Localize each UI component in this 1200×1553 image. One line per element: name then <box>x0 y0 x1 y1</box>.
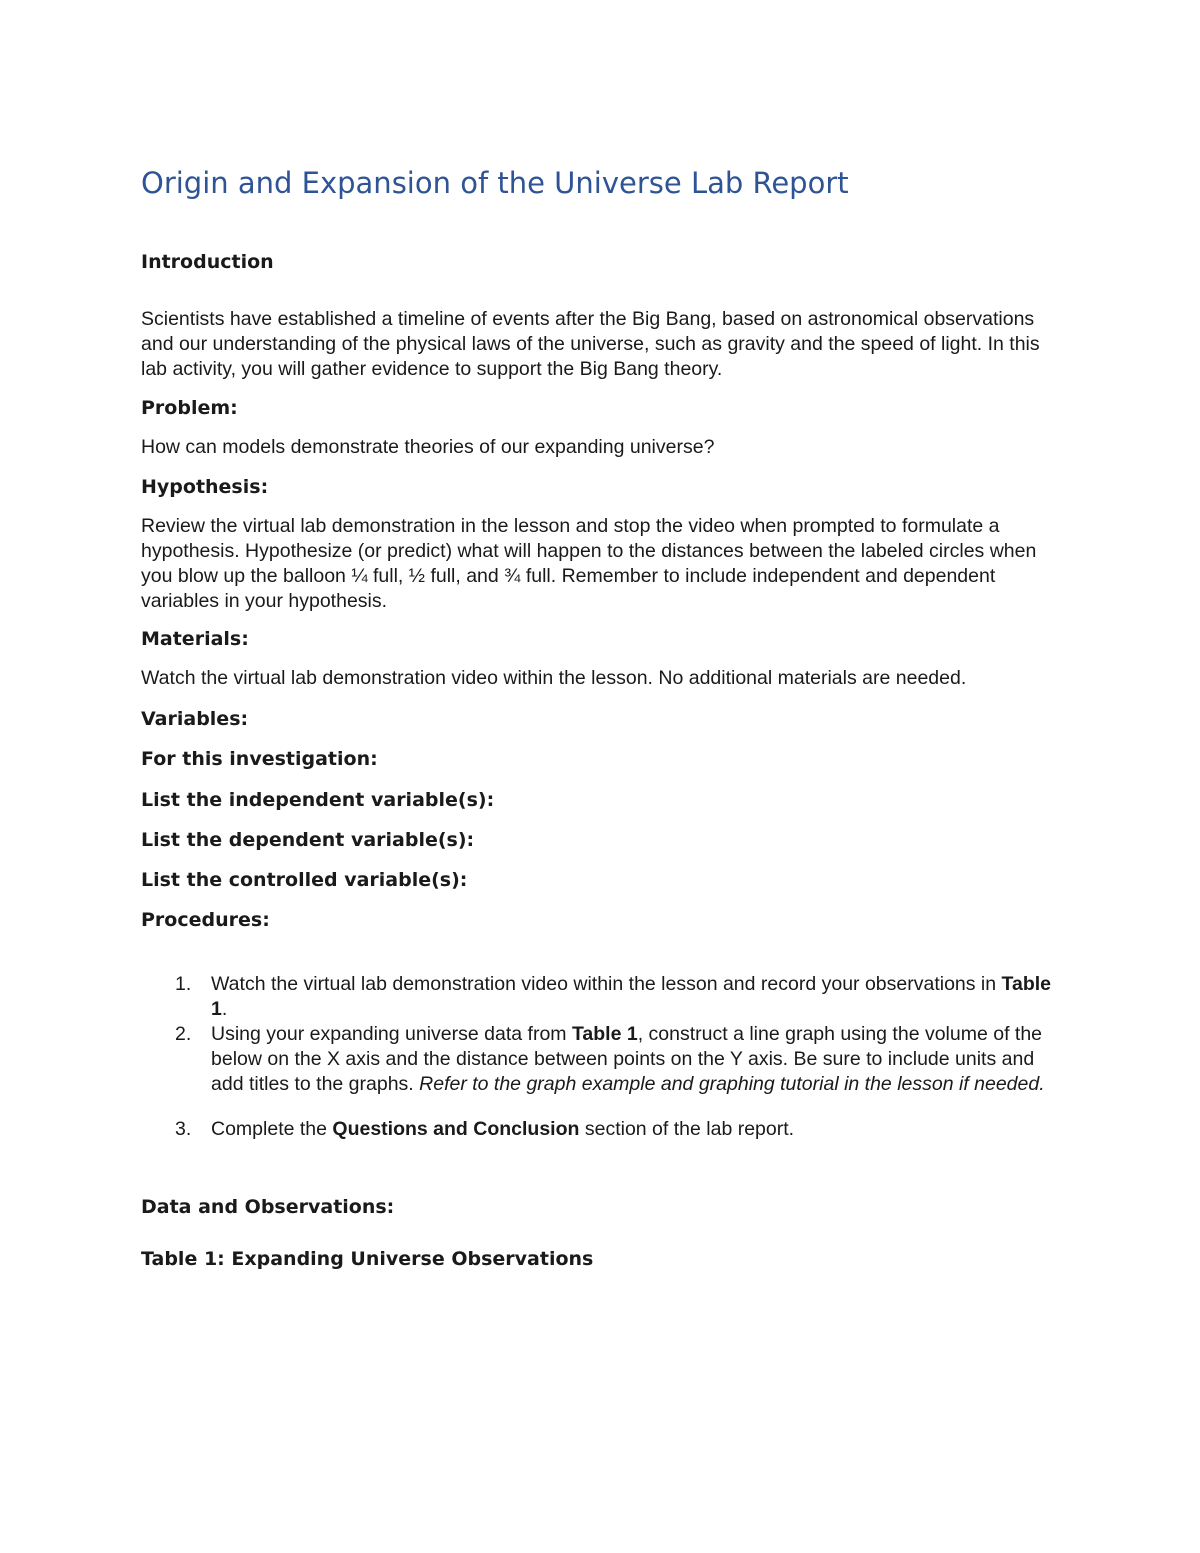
step-text: . <box>221 998 228 1020</box>
step-text: , construct a line graph using the volume of the below on the X axis and the distance between points on the Y axis. Be sure to include units and add titles to the graphs. <box>211 1023 1043 1095</box>
variables-for-investigation: For this investigation: <box>141 748 378 770</box>
hypothesis-heading: Hypothesis: <box>141 476 269 498</box>
procedure-step <box>141 1117 1066 1142</box>
procedures-heading: Procedures: <box>141 909 270 931</box>
step-number: 3. <box>175 1118 192 1140</box>
data-observations-heading: Data and Observations: <box>141 1196 395 1218</box>
variables-independent: List the independent variable(s): <box>141 789 495 811</box>
introduction-text: Scientists have established a timeline of events after the Big Bang, based on astronomical observations and our understanding of the physical laws of the universe, such as gravity and the speed of light. In this lab activity, you will gather evidence to support the Big Bang theory. <box>141 308 1040 380</box>
step-text: section of the lab report. <box>579 1118 795 1140</box>
step-text: Watch the virtual lab demonstration video within the lesson and record your observations in <box>211 973 1002 995</box>
materials-heading: Materials: <box>141 628 249 650</box>
step-number: 1. <box>175 973 192 995</box>
step-text: Complete the <box>211 1118 333 1140</box>
step-number: 2. <box>175 1023 192 1045</box>
procedure-step <box>141 1022 1066 1097</box>
step-text: Using your expanding universe data from <box>211 1023 572 1045</box>
table-title: Table 1: Expanding Universe Observations <box>141 1248 594 1270</box>
hypothesis-text: Review the virtual lab demonstration in the lesson and stop the video when prompted to formulate a hypothesis. Hypothesize (or predict) what will happen to the distances between the labeled circles when you blow up the balloon ¼ full, ½ full, and ¾ full. Remember to include independent and dependent variables in your hypothesis. <box>141 515 1037 612</box>
variables-heading: Variables: <box>141 708 249 730</box>
variables-dependent: List the dependent variable(s): <box>141 829 475 851</box>
step-bold-text: Table 1 <box>571 1023 638 1045</box>
materials-text: Watch the virtual lab demonstration video within the lesson. No additional materials are needed. <box>141 667 967 689</box>
problem-text: How can models demonstrate theories of our expanding universe? <box>141 436 715 458</box>
problem-heading: Problem: <box>141 397 238 419</box>
procedure-step <box>141 972 1066 1022</box>
variables-controlled: List the controlled variable(s): <box>141 869 468 891</box>
step-bold-text: Table 1 <box>211 973 1052 1020</box>
step-italic-text: Refer to the graph example and graphing tutorial in the lesson if needed. <box>419 1073 1045 1095</box>
introduction-heading: Introduction <box>141 251 274 273</box>
page-title: Origin and Expansion of the Universe Lab Report <box>141 166 849 200</box>
step-bold-text: Questions and Conclusion <box>332 1118 580 1140</box>
procedures-list <box>141 972 1066 1142</box>
